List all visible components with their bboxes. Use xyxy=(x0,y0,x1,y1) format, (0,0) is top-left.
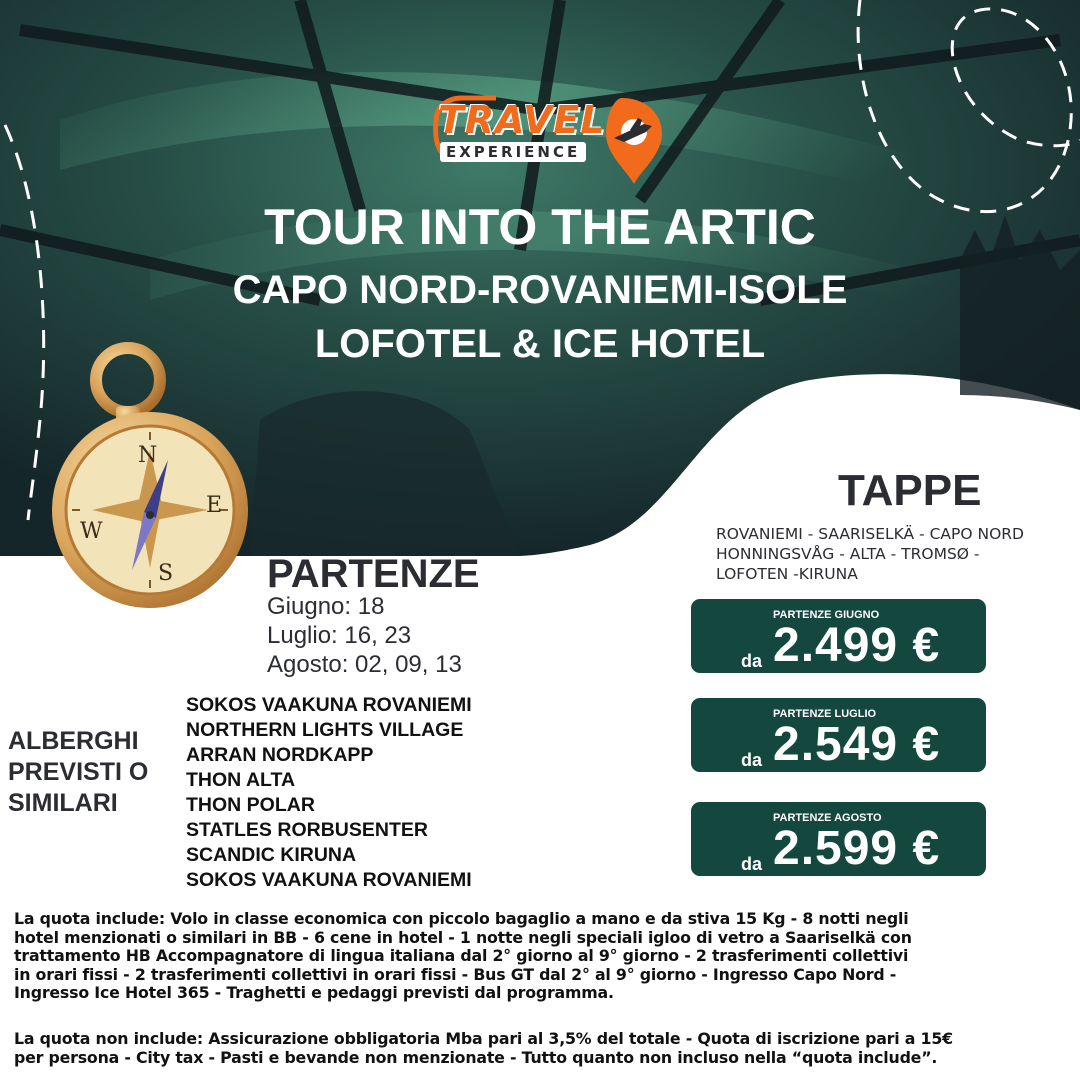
list-item: THON POLAR xyxy=(186,794,315,816)
tappe-heading: TAPPE xyxy=(838,466,982,515)
logo-word-travel: TRAVEL xyxy=(438,98,606,142)
hotel-list xyxy=(186,693,472,893)
price-label: PARTENZE LUGLIO xyxy=(773,708,877,720)
travel-experience-logo xyxy=(400,88,680,188)
list-item: SOKOS VAAKUNA ROVANIEMI xyxy=(186,694,472,716)
compass-label-e: E xyxy=(206,493,223,518)
page-subtitle-line2: LOFOTEL & ICE HOTEL xyxy=(314,322,766,366)
quota-include-line: hotel menzionati o similari in BB - 6 cene in hotel - 1 notte negli speciali igloo di vetro a Saariselkä con xyxy=(14,927,912,947)
partenze-date-agosto: Agosto: 02, 09, 13 xyxy=(267,651,462,678)
page-subtitle-line1: CAPO NORD-ROVANIEMI-ISOLE xyxy=(232,268,848,312)
partenze-heading: PARTENZE xyxy=(267,552,480,596)
compass-label-n: N xyxy=(138,443,158,468)
quota-include-line: trattamento HB Accompagnatore di lingua italiana dal 2° giorno al 9° giorno - 2 trasferimenti collettivi xyxy=(14,946,909,965)
partenze-date-luglio: Luglio: 16, 23 xyxy=(267,622,412,649)
price-value: 2.499 € xyxy=(773,619,941,672)
price-prefix: da xyxy=(741,651,763,671)
list-item: SOKOS VAAKUNA ROVANIEMI xyxy=(186,869,472,891)
list-item: SCANDIC KIRUNA xyxy=(186,844,357,866)
quota-exclude-line: per persona - City tax - Pasti e bevande non menzionate - Tutto quanto non incluso nella “quota include”. xyxy=(14,1047,938,1067)
list-item: STATLES RORBUSENTER xyxy=(186,819,428,841)
partenze-date-giugno: Giugno: 18 xyxy=(267,593,385,620)
quota-include-line: in orari fissi - 2 trasferimenti collettivi in orari fissi - Bus GT dal 2° al 9° giorno - Ingresso Capo Nord - xyxy=(14,964,897,984)
list-item: THON ALTA xyxy=(186,769,296,791)
compass-icon xyxy=(40,340,270,620)
alberghi-heading-line3: SIMILARI xyxy=(8,789,118,817)
quota-include-text xyxy=(14,910,1074,1003)
alberghi-heading-line1: ALBERGHI xyxy=(8,727,139,755)
compass-label-w: W xyxy=(80,519,103,544)
logo-word-experience: EXPERIENCE xyxy=(440,142,586,162)
quota-include-line: La quota include: Volo in classe economica con piccolo bagaglio a mano e da stiva 15 Kg - 8 notti negli xyxy=(14,909,909,928)
price-label: PARTENZE AGOSTO xyxy=(773,812,882,824)
page-title: TOUR INTO THE ARTIC xyxy=(264,199,816,255)
price-label: PARTENZE GIUGNO xyxy=(773,609,880,621)
partenze-dates xyxy=(267,592,462,679)
compass-label-s: S xyxy=(158,561,174,586)
alberghi-heading-line2: PREVISTI O xyxy=(8,758,149,786)
quota-include-line: Ingresso Ice Hotel 365 - Traghetti e pedaggi previsti dal programma. xyxy=(14,983,614,1002)
price-prefix: da xyxy=(741,854,763,874)
tappe-route: ROVANIEMI - SAARISELKÄ - CAPO NORD HONNINGSVÅG - ALTA - TROMSØ - LOFOTEN -KIRUNA xyxy=(716,525,1024,583)
price-value: 2.549 € xyxy=(773,718,941,771)
price-value: 2.599 € xyxy=(773,822,941,875)
alberghi-heading xyxy=(8,726,148,819)
quota-exclude-text xyxy=(14,1030,1074,1067)
price-prefix: da xyxy=(741,750,763,770)
list-item: NORTHERN LIGHTS VILLAGE xyxy=(186,719,464,741)
list-item: ARRAN NORDKAPP xyxy=(186,744,374,766)
price-box-giugno xyxy=(691,599,986,673)
price-box-agosto xyxy=(691,802,986,876)
quota-exclude-line: La quota non include: Assicurazione obbligatoria Mba pari al 3,5% del totale - Quota di iscrizione pari a 15€ xyxy=(14,1029,953,1048)
price-box-luglio xyxy=(691,698,986,772)
